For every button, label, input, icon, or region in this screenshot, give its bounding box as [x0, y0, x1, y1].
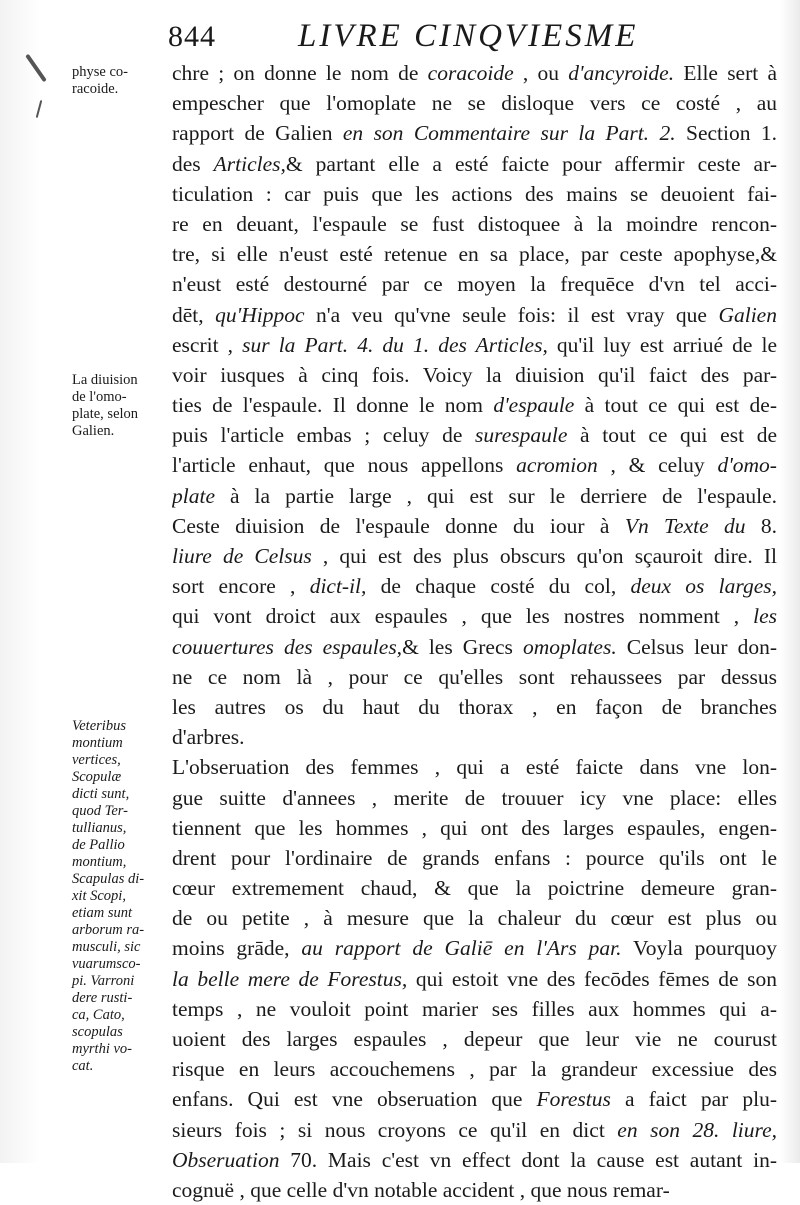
- text-run: moins grāde,: [172, 936, 302, 961]
- italic-run: qu'Hippoc: [215, 302, 305, 327]
- text-line: [172, 632, 777, 662]
- text-run: , ou: [513, 61, 569, 85]
- margin-note-line: myrthi vo-: [72, 1041, 132, 1057]
- text-line: [172, 964, 777, 994]
- text-run: d'arbres.: [172, 725, 245, 750]
- text-line: [172, 571, 777, 601]
- text-run: re en deuant, l'espaule se fust distoquee à la moindre rencon-: [172, 211, 777, 236]
- text-run: escrit ,: [172, 332, 243, 357]
- margin-note-line: vuarumsco-: [72, 956, 141, 972]
- margin-note-line: Galien.: [72, 423, 115, 439]
- running-title: LIVRE CINQVIESME: [298, 18, 639, 54]
- text-run: cœur extremement chaud, & que la poictrine demeure gran-: [172, 876, 777, 901]
- text-run: & les Grecs: [402, 634, 523, 659]
- margin-note-line: ca, Cato,: [72, 1007, 125, 1023]
- text-run: Celsus leur don-: [616, 634, 777, 659]
- text-run: de chaque costé du col,: [366, 574, 631, 599]
- text-run: Elle sert à: [674, 61, 777, 85]
- text-line: [172, 873, 777, 903]
- text-run: tiennent que les hommes , qui ont des larges espaules, engen-: [172, 815, 777, 840]
- margin-note-line: racoide.: [72, 81, 119, 97]
- text-run: tre, si elle n'eust esté retenue en sa place, par ceste apophyse,&: [172, 242, 777, 267]
- text-line: [172, 511, 777, 541]
- body-text: [172, 58, 777, 1205]
- text-line: [172, 239, 777, 269]
- text-line: [172, 1175, 777, 1205]
- margin-note-line: vertices,: [72, 752, 121, 768]
- margin-note-line: pi. Varroni: [72, 973, 135, 989]
- italic-run: Forestus: [536, 1087, 611, 1112]
- italic-run: surespaule: [475, 423, 568, 448]
- italic-run: sur la Part. 4. du 1. des Articles,: [242, 332, 548, 357]
- italic-run: acromion: [516, 453, 598, 478]
- text-line: [172, 300, 777, 330]
- text-run: de ou petite , à mesure que la chaleur du cœur est plus ou: [172, 906, 777, 931]
- margin-note-line: de Pallio: [72, 837, 125, 853]
- text-line: [172, 843, 777, 873]
- text-run: ticulation : car puis que les actions des mains se deuoient fai-: [172, 181, 777, 206]
- margin-note-line: dere rusti-: [72, 990, 133, 1006]
- text-run: 8.: [745, 513, 777, 538]
- text-run: chre ; on donne le nom de: [172, 61, 428, 85]
- margin-note-line: cat.: [72, 1058, 94, 1074]
- text-run: ne ce nom là , pour ce qu'elles sont rehaussees par dessus: [172, 664, 777, 689]
- text-run: temps , ne vouloit point marier ses filles aux hommes qui a-: [172, 996, 777, 1021]
- text-run: cognuë , que celle d'vn notable accident , que nous remar-: [172, 1177, 670, 1202]
- text-line: [172, 450, 777, 480]
- text-run: drent pour l'ordinaire de grands enfans : pource qu'ils ont le: [172, 845, 777, 870]
- text-line: [172, 330, 777, 360]
- text-line: [172, 209, 777, 239]
- margin-note-line: montium,: [72, 854, 127, 870]
- text-line: [172, 601, 777, 631]
- text-line: [172, 58, 777, 88]
- margin-note-line: montium: [72, 735, 123, 751]
- text-run: 70. Mais c'est vn effect dont la cause est autant in-: [279, 1147, 777, 1172]
- text-line: [172, 722, 777, 752]
- text-line: [172, 783, 777, 813]
- margin-note-coracoide: [72, 64, 168, 98]
- text-line: [172, 662, 777, 692]
- text-line: [172, 541, 777, 571]
- text-run: dēt,: [172, 302, 216, 327]
- text-line: [172, 933, 777, 963]
- italic-run: couuertures des espaules,: [172, 634, 403, 659]
- text-run: n'a veu qu'vne seule fois: il est vray que: [304, 302, 719, 327]
- text-line: [172, 903, 777, 933]
- text-line: [172, 1024, 777, 1054]
- text-run: risque en leurs accouchemens , par la grandeur excessiue des: [172, 1057, 777, 1082]
- margin-note-line: Scopulæ: [72, 769, 122, 785]
- italic-run: liure de Celsus: [172, 544, 312, 568]
- text-line: [172, 360, 777, 390]
- text-run: qui estoit vne des fecōdes fēmes de son: [407, 966, 777, 991]
- italic-run: coracoide: [427, 61, 514, 85]
- margin-note-line: arborum ra-: [72, 922, 145, 938]
- margin-scratch-mark: [25, 54, 47, 83]
- text-line: [172, 481, 777, 511]
- margin-note-line: scopulas: [72, 1024, 123, 1040]
- text-run: Voyla pourquoy: [621, 936, 777, 961]
- text-run: empescher que l'omoplate ne se disloque vers ce costé , au: [172, 91, 777, 116]
- italic-run: en son Commentaire sur la Part. 2.: [342, 121, 676, 146]
- text-run: , & celuy: [597, 453, 718, 478]
- text-line: [172, 118, 777, 148]
- italic-run: deux os larges,: [630, 574, 777, 599]
- page-number: 844: [168, 20, 216, 53]
- text-run: Section 1.: [675, 121, 777, 146]
- margin-scratch-mark: [36, 100, 43, 118]
- text-line: [172, 269, 777, 299]
- margin-note-line: La diuision: [72, 372, 138, 388]
- text-line: [172, 179, 777, 209]
- text-line: [172, 390, 777, 420]
- text-line: [172, 1115, 777, 1145]
- italic-run: les: [753, 604, 777, 629]
- text-line: [172, 149, 777, 179]
- text-line: [172, 88, 777, 118]
- italic-run: d'omo-: [717, 453, 777, 478]
- margin-note-line: musculi, sic: [72, 939, 141, 955]
- text-run: voir iusques à cinq fois. Voicy la diuision qu'il faict des par-: [172, 362, 777, 387]
- text-line: [172, 420, 777, 450]
- text-run: & partant elle a esté faicte pour affermir ceste ar-: [285, 151, 777, 176]
- text-run: ties de l'espaule. Il donne le nom: [172, 393, 494, 418]
- text-line: [172, 813, 777, 843]
- margin-note-line: tullianus,: [72, 820, 127, 836]
- italic-run: en son 28. liure,: [617, 1117, 777, 1142]
- margin-note-line: Scapulas di-: [72, 871, 145, 887]
- italic-run: la belle mere de Forestus,: [172, 966, 408, 991]
- margin-note-line: Veteribus: [72, 718, 126, 734]
- margin-note-diuision: [72, 372, 168, 440]
- italic-run: plate: [172, 483, 215, 508]
- italic-run: d'ancyroide.: [568, 61, 675, 85]
- text-line: [172, 1145, 777, 1175]
- italic-run: Obseruation: [172, 1147, 280, 1172]
- page-header: [168, 18, 778, 62]
- text-run: à tout ce qui est de-: [574, 393, 777, 418]
- italic-run: d'espaule: [493, 393, 575, 418]
- text-run: à tout ce qui est de: [567, 423, 777, 448]
- margin-note-line: quod Ter-: [72, 803, 128, 819]
- text-run: puis l'article embas ; celuy de: [172, 423, 476, 448]
- text-run: à la partie large , qui est sur le derriere de l'espaule.: [215, 483, 777, 508]
- text-run: Ceste diuision de l'espaule donne du iour à: [172, 513, 625, 538]
- text-run: qu'il luy est arriué de le: [547, 332, 777, 357]
- text-line: [172, 752, 777, 782]
- italic-run: Articles,: [213, 151, 286, 176]
- margin-note-line: dicti sunt,: [72, 786, 130, 802]
- text-run: n'eust esté destourné par ce moyen la frequēce d'vn tel acci-: [172, 272, 777, 297]
- margin-note-veteribus: [72, 718, 168, 1075]
- text-line: [172, 994, 777, 1024]
- margin-note-line: physe co-: [72, 64, 128, 80]
- italic-run: Galien: [718, 302, 777, 327]
- margin-note-line: etiam sunt: [72, 905, 133, 921]
- margin-note-line: de l'omo-: [72, 389, 127, 405]
- text-line: [172, 692, 777, 722]
- margin-note-line: plate, selon: [72, 406, 139, 422]
- text-run: enfans. Qui est vne obseruation que: [172, 1087, 537, 1112]
- text-run: rapport de Galien: [172, 121, 343, 146]
- italic-run: Vn Texte du: [624, 513, 746, 538]
- text-run: L'obseruation des femmes , qui a esté faicte dans vne lon-: [172, 755, 777, 780]
- margin-note-line: xit Scopi,: [72, 888, 126, 904]
- text-run: a faict par plu-: [610, 1087, 777, 1112]
- italic-run: au rapport de Galiē en l'Ars par.: [301, 936, 622, 961]
- text-run: l'article enhaut, que nous appellons: [172, 453, 517, 478]
- text-run: , qui est des plus obscurs qu'on sçauroit dire. Il: [311, 544, 777, 568]
- text-run: sort encore ,: [172, 574, 310, 599]
- text-line: [172, 1054, 777, 1084]
- text-line: [172, 1084, 777, 1114]
- text-run: uoient des larges espaules , depeur que leur vie ne courust: [172, 1027, 777, 1051]
- text-run: des: [172, 151, 214, 176]
- italic-run: omoplates.: [522, 634, 617, 659]
- text-run: qui vont droict aux espaules , que les nostres nomment ,: [172, 604, 754, 629]
- text-run: sieurs fois ; si nous croyons ce qu'il en dict: [172, 1117, 618, 1142]
- text-run: les autres os du haut du thorax , en façon de branches: [172, 694, 777, 719]
- italic-run: dict-il,: [309, 574, 367, 599]
- text-run: gue suitte d'annees , merite de trouuer icy vne place: elles: [172, 785, 777, 810]
